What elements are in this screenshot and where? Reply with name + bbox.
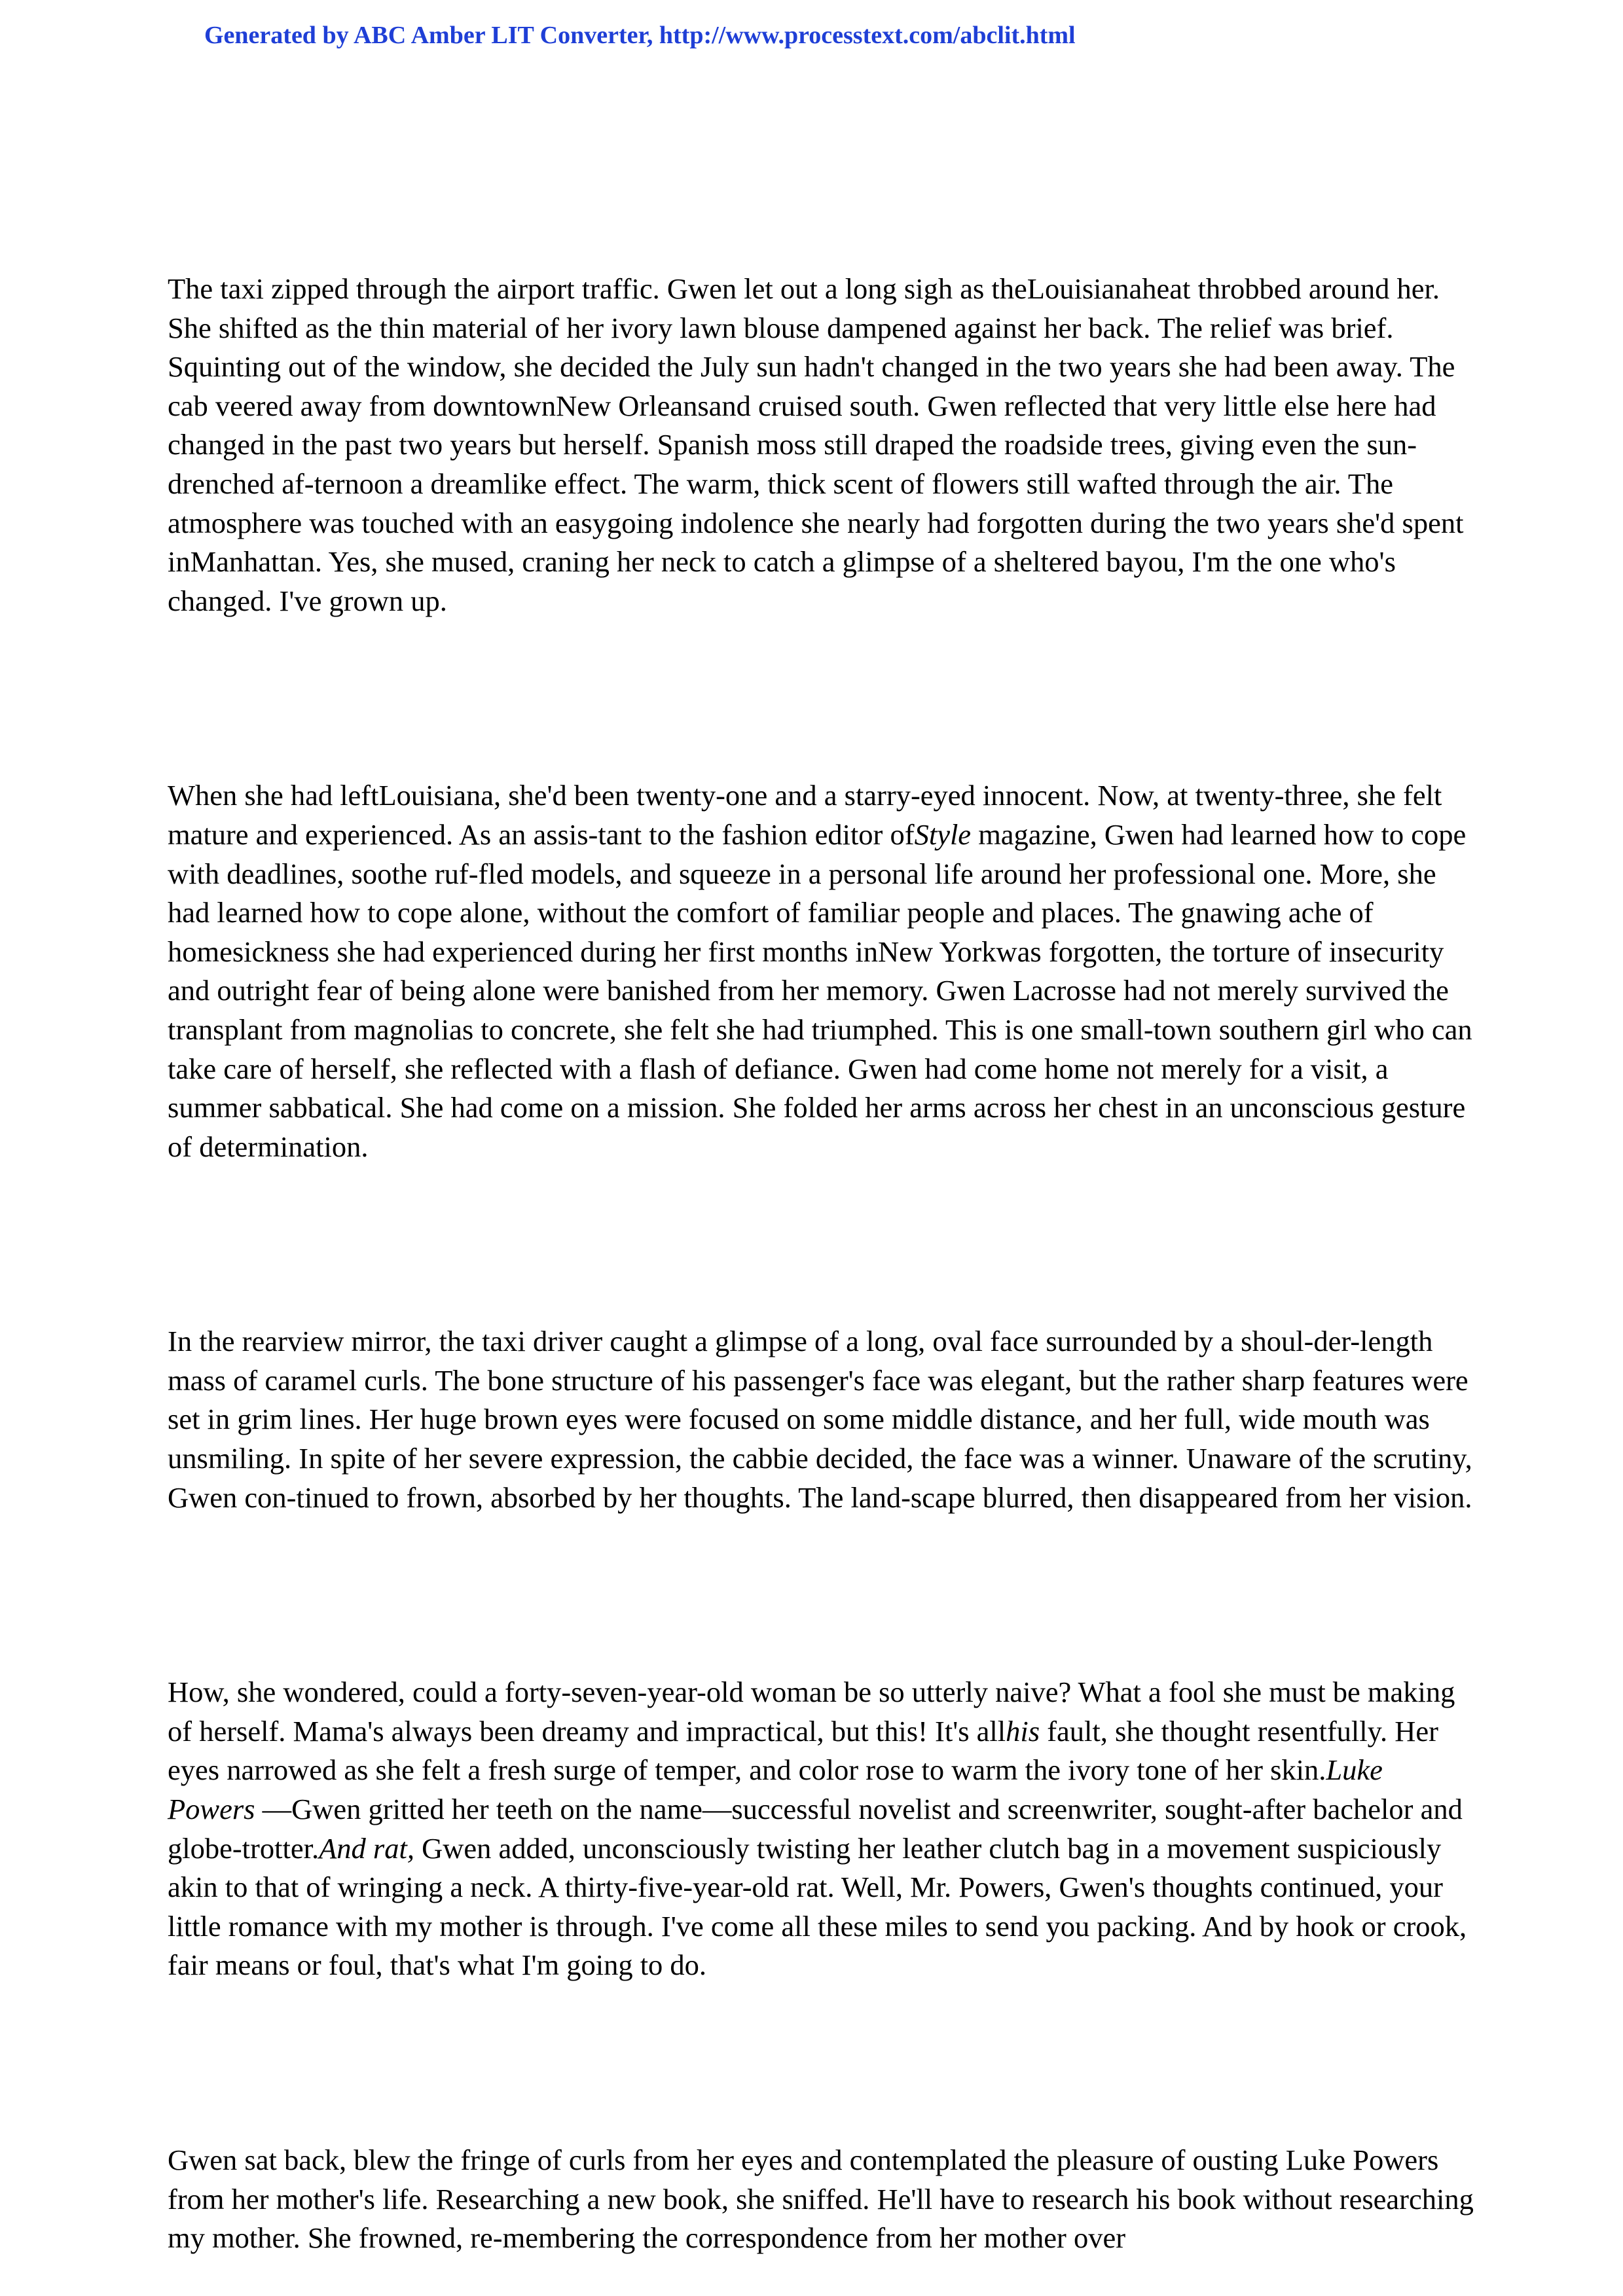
generator-header-link[interactable]: Generated by ABC Amber LIT Converter, http://www.processtext.com/abclit.html [204, 22, 1076, 49]
paragraph-4 [168, 1673, 1474, 1985]
paragraph-2 [168, 776, 1474, 1166]
paragraph-text: magazine, Gwen had learned how to cope with deadlines, soothe ruf-fled models, and squeeze in a personal life around her professional one. More, she had learned how to cope alone, without the comfort of familiar people and places. The gnawing ache of homesickness she had experienced during her first months inNew Yorkwas forgotten, the torture of insecurity and outright fear of being alone were banished from her memory. Gwen Lacrosse had not merely survived the transplant from magnolias to concrete, she felt she had triumphed. This is one small-town southern girl who can take care of herself, she reflected with a flash of defiance. Gwen had come home not merely for a visit, a summer sabbatical. She had come on a mission. She folded her arms across her chest in an unconscious gesture of determination. [168, 817, 1472, 1163]
magazine-title-italic: Style [914, 817, 972, 851]
paragraph-text: How, she wondered, could a forty-seven-year-old woman be so utterly naive? What a fool she must be making of herself. Mama's always been dreamy and impractical, but this! It's all [168, 1676, 1455, 1748]
emphasis-italic: his [1006, 1714, 1040, 1748]
paragraph-3 [168, 1322, 1474, 1517]
paragraph-text: The taxi zipped through the airport traffic. Gwen let out a long sigh as theLouisianaheat throbbed around her. She shifted as the thin material of her ivory lawn blouse dampened against her back. The relief was brief. Squinting out of the window, she decided the July sun hadn't changed in the two years she had been away. The cab veered away from downtownNew Orleansand cruised south. Gwen reflected that very little else here had changed in the past two years but herself. Spanish moss still draped the roadside trees, giving even the sun-drenched af-ternoon a dreamlike effect. The warm, thick scent of flowers still wafted through the air. The atmosphere was touched with an easygoing indolence she nearly had forgotten during the two years she'd spent inManhattan. Yes, she mused, craning her neck to catch a glimpse of a sheltered bayou, I'm the one who's changed. I've grown up. [168, 272, 1464, 617]
paragraph-1 [168, 270, 1474, 620]
paragraph-text: —Gwen gritted her teeth on the name—successful novelist and screenwriter, sought-after bachelor and globe-trotter. [168, 1793, 1463, 1865]
paragraph-text: In the rearview mirror, the taxi driver caught a glimpse of a long, oval face surrounded by a shoul-der-length mass of caramel curls. The bone structure of his passenger's face was elegant, but the rather sharp features were set in grim lines. Her huge brown eyes were focused on some middle distance, and her full, wide mouth was unsmiling. In spite of her severe expression, the cabbie decided, the face was a winner. Unaware of the scrutiny, Gwen con-tinued to frown, absorbed by her thoughts. The land-scape blurred, then disappeared from her vision. [168, 1325, 1472, 1514]
document-body [168, 270, 1474, 2258]
emphasis-italic: And rat, [319, 1831, 414, 1865]
paragraph-text: When she had leftLouisiana, she'd been twenty-one and a starry-eyed innocent. Now, at twenty-three, she felt mature and experienced. As an assis-tant to the fashion editor of [168, 779, 1442, 851]
paragraph-text: Gwen added, unconsciously twisting her leather clutch bag in a movement suspiciously akin to that of wringing a neck. A thirty-five-year-old rat. Well, Mr. Powers, Gwen's thoughts continued, your little romance with my mother is through. I've come all these miles to send you packing. And by hook or crook, fair means or foul, that's what I'm going to do. [168, 1831, 1467, 1982]
paragraph-text: Gwen sat back, blew the fringe of curls from her eyes and contemplated the pleasure of ousting Luke Powers from her mother's life. Researching a new book, she sniffed. He'll have to research his book without researching my mother. She frowned, re-membering the correspondence from her mother over [168, 2144, 1474, 2255]
paragraph-text: fault, she thought resentfully. Her eyes narrowed as she felt a fresh surge of temper, and color rose to warm the ivory tone of her skin. [168, 1714, 1438, 1787]
paragraph-5 [168, 2141, 1474, 2258]
name-italic: Luke Powers [168, 1753, 1383, 1826]
